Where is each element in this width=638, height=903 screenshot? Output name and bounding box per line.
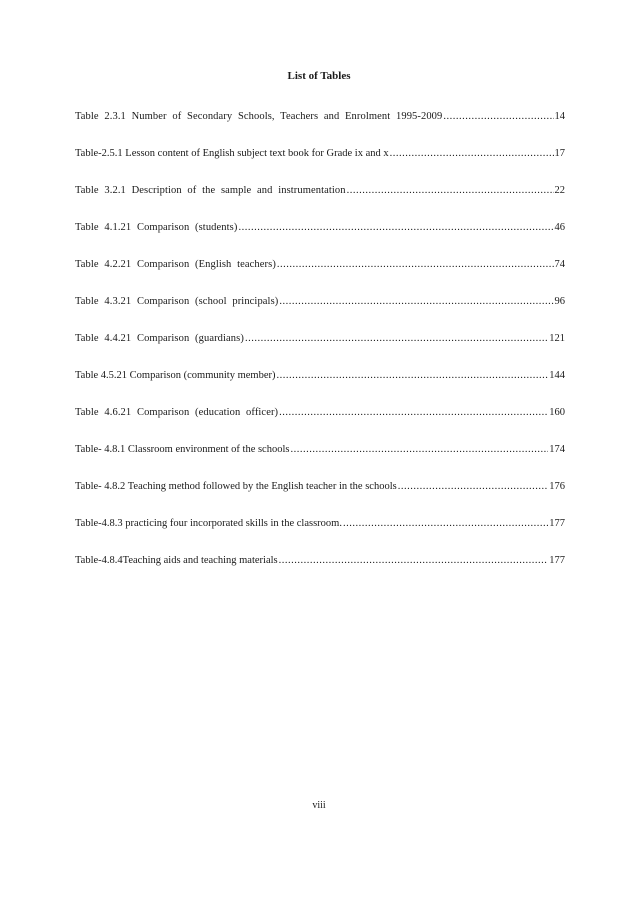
dot-leader	[390, 145, 554, 163]
dot-leader	[290, 441, 548, 459]
dot-leader	[279, 404, 548, 422]
entry-text: Table- 4.8.1 Classroom environment of the schools	[75, 444, 290, 455]
list-item	[75, 478, 565, 515]
entry-page-number: 177	[549, 555, 565, 566]
list-item	[75, 330, 565, 367]
entry-page-number: 96	[554, 296, 565, 307]
entry-text: Table- 4.8.2 Teaching method followed by the English teacher in the schools	[75, 481, 397, 492]
list-item	[75, 515, 565, 552]
entry-text: Table 4.6.21 Comparison (education officer)	[75, 407, 279, 418]
list-item	[75, 108, 565, 145]
entry-text: Table 4.3.21 Comparison (school principals)	[75, 296, 279, 307]
entry-page-number: 46	[554, 222, 565, 233]
dot-leader	[279, 552, 549, 570]
page-title: List of Tables	[287, 70, 351, 82]
dot-leader	[343, 515, 548, 533]
entry-page-number: 176	[549, 481, 565, 492]
table-list	[75, 108, 565, 589]
entry-page-number: 17	[554, 148, 565, 159]
dot-leader	[398, 478, 549, 496]
dot-leader	[347, 182, 554, 200]
list-item	[75, 404, 565, 441]
dot-leader	[443, 108, 553, 126]
entry-text: Table 2.3.1 Number of Secondary Schools, Teachers and Enrolment 1995-2009	[75, 111, 443, 122]
entry-text: Table 4.1.21 Comparison (students)	[75, 222, 238, 233]
entry-text: Table-2.5.1 Lesson content of English subject text book for Grade ix and x	[75, 148, 389, 159]
dot-leader	[245, 330, 548, 348]
list-item	[75, 367, 565, 404]
list-item	[75, 256, 565, 293]
dot-leader	[276, 367, 548, 385]
page-number: viii	[312, 800, 326, 811]
entry-text: Table 4.2.21 Comparison (English teachers)	[75, 259, 276, 270]
list-item	[75, 552, 565, 589]
entry-page-number: 74	[554, 259, 565, 270]
entry-text: Table 4.4.21 Comparison (guardians)	[75, 333, 244, 344]
entry-page-number: 177	[549, 518, 565, 529]
list-item	[75, 219, 565, 256]
entry-page-number: 14	[554, 111, 565, 122]
entry-text: Table 4.5.21 Comparison (community member)	[75, 370, 276, 381]
dot-leader	[238, 219, 553, 237]
entry-page-number: 121	[549, 333, 565, 344]
list-item	[75, 293, 565, 330]
entry-text: Table-4.8.3 practicing four incorporated skills in the classroom.	[75, 518, 342, 529]
entry-text: Table 3.2.1 Description of the sample and instrumentation	[75, 185, 346, 196]
entry-page-number: 174	[549, 444, 565, 455]
entry-text: Table-4.8.4Teaching aids and teaching materials	[75, 555, 278, 566]
list-item	[75, 441, 565, 478]
list-item	[75, 145, 565, 182]
entry-page-number: 144	[549, 370, 565, 381]
dot-leader	[279, 293, 553, 311]
dot-leader	[277, 256, 554, 274]
list-item	[75, 182, 565, 219]
entry-page-number: 160	[549, 407, 565, 418]
entry-page-number: 22	[554, 185, 565, 196]
